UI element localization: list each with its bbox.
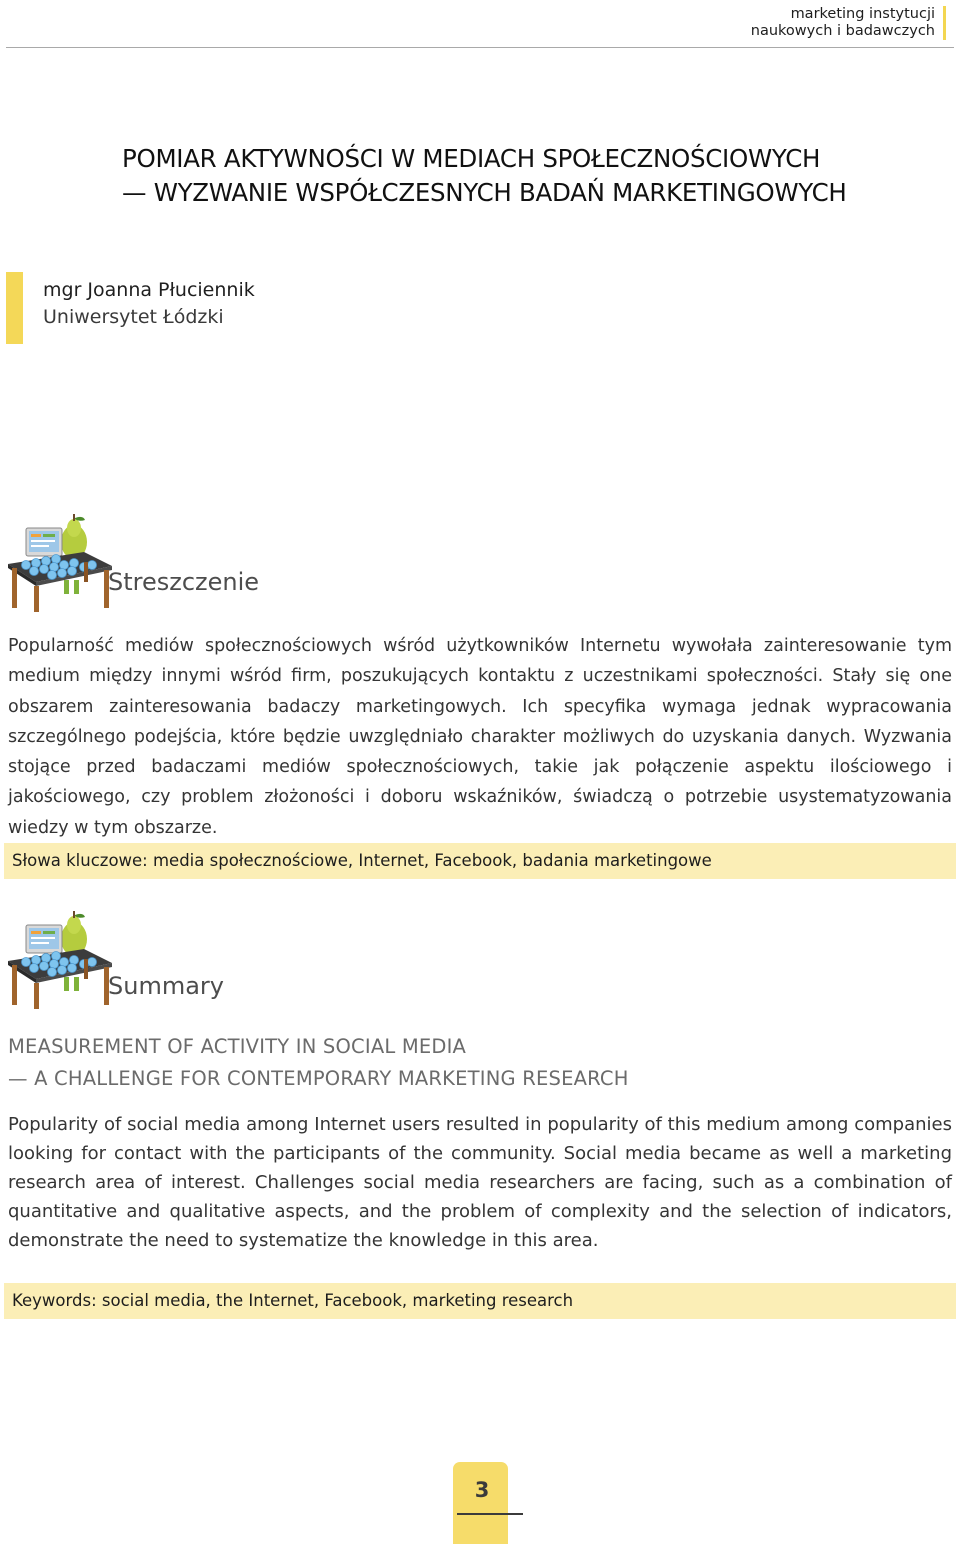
- title-line-2: — WYZWANIE WSPÓŁCZESNYCH BADAŃ MARKETINGOWYCH: [122, 178, 847, 207]
- header-line-1: marketing instytucji: [790, 6, 935, 22]
- pear-at-desk-illustration: [4, 911, 116, 1011]
- english-title-line-2: — A CHALLENGE FOR CONTEMPORARY MARKETING RESEARCH: [8, 1067, 629, 1090]
- english-title-line-1: MEASUREMENT OF ACTIVITY IN SOCIAL MEDIA: [8, 1035, 467, 1058]
- page-number-tab: [453, 1462, 508, 1544]
- english-keywords-box: Keywords: social media, the Internet, Facebook, marketing research: [4, 1283, 956, 1319]
- article-title: [122, 142, 942, 210]
- summary-heading: Summary: [108, 972, 224, 1000]
- streszczenie-text: Popularność mediów społecznościowych wśród użytkowników Internetu wywołała zainteresowanie tym medium między innymi wśród firm, poszukujących kontaktu z uczestnikami społeczności. Stały się one obszarem zainteresowania badaczy marketingowych. Ich specyfika wymaga jednak wypracowania szczególnego podejścia, które będzie uwzględniało charakter możliwych do uzyskania danych. Wyzwania stojące przed badaczami mediów społecznościowych, takie jak połączenie aspektu ilościowego i jakościowego, czy problem złożoności i doboru wskaźników, świadczą o potrzebie usystematyzowania wiedzy w tym obszarze.: [8, 636, 952, 838]
- summary-text: Popularity of social media among Internet users resulted in popularity of this medium among companies looking for contact with the participants of the community. Social media became as well a marketing research area of interest. Challenges social media researchers are facing, such as a combination of quantitative and qualitative aspects, and the problem of complexity and the selection of indicators, demonstrate the need to systematize the knowledge in this area.: [8, 1114, 952, 1251]
- running-header: [751, 6, 946, 40]
- english-title: [8, 1031, 629, 1095]
- title-line-1: POMIAR AKTYWNOŚCI W MEDIACH SPOŁECZNOŚCIOWYCH: [122, 144, 821, 173]
- header-line-2: naukowych i badawczych: [750, 23, 935, 39]
- author-accent-bar: [6, 272, 23, 344]
- page-number-underline: [457, 1513, 523, 1515]
- author-name: mgr Joanna Płuciennik: [43, 279, 255, 301]
- polish-keywords-box: Słowa kluczowe: media społecznościowe, Internet, Facebook, badania marketingowe: [4, 843, 956, 879]
- streszczenie-heading: Streszczenie: [108, 568, 260, 596]
- author-affiliation: Uniwersytet Łódzki: [43, 306, 224, 328]
- page-number: 3: [474, 1478, 490, 1502]
- pear-at-desk-illustration: [4, 514, 116, 614]
- header-divider: [6, 47, 954, 48]
